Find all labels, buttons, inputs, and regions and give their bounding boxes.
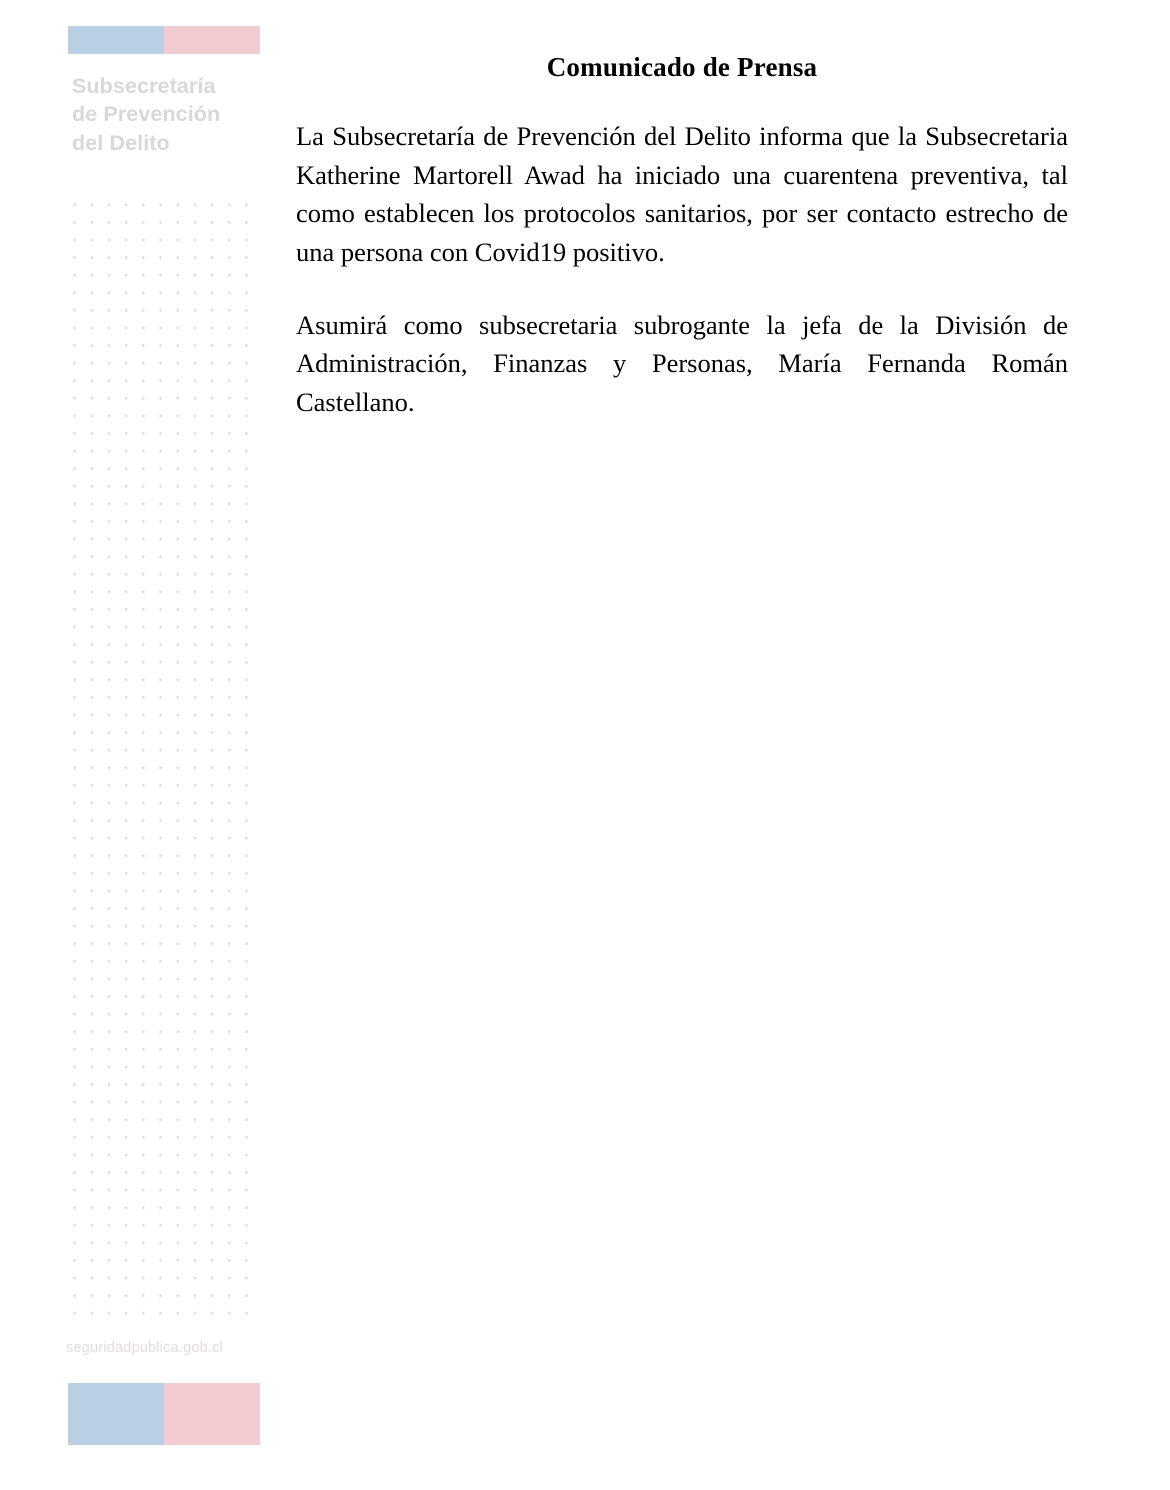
organization-name-line1: Subsecretaría xyxy=(72,74,216,98)
website-url: seguridadpublica.gob.cl xyxy=(66,1340,223,1356)
flag-blue-block-bottom xyxy=(68,1383,164,1445)
flag-red-block-bottom xyxy=(164,1383,260,1445)
organization-name xyxy=(72,72,272,157)
paragraph-1: La Subsecretaría de Prevención del Delito informa que la Subsecretaria Katherine Martorell Awad ha iniciado una cuarentena preventiva, tal como establecen los protocolos sanitarios, por ser contacto estrecho de una persona con Covid19 positivo. xyxy=(296,121,1068,268)
flag-red-block-top xyxy=(164,26,260,54)
flag-blue-block-top xyxy=(68,26,164,54)
letterhead-column xyxy=(0,0,280,1490)
paragraph-2: Asumirá como subsecretaria subrogante la jefa de la División de Administración, Finanzas y Personas, María Fernanda Román Castellano. xyxy=(296,309,1068,418)
organization-name-line2: de Prevención xyxy=(72,102,221,127)
document-title: Comunicado de Prensa xyxy=(546,52,818,82)
organization-name-line3: del Delito xyxy=(72,130,170,155)
decorative-dot-pattern xyxy=(66,196,262,1326)
document-body xyxy=(296,52,1068,422)
flag-bar-top xyxy=(68,26,260,54)
flag-bar-bottom xyxy=(68,1383,260,1445)
